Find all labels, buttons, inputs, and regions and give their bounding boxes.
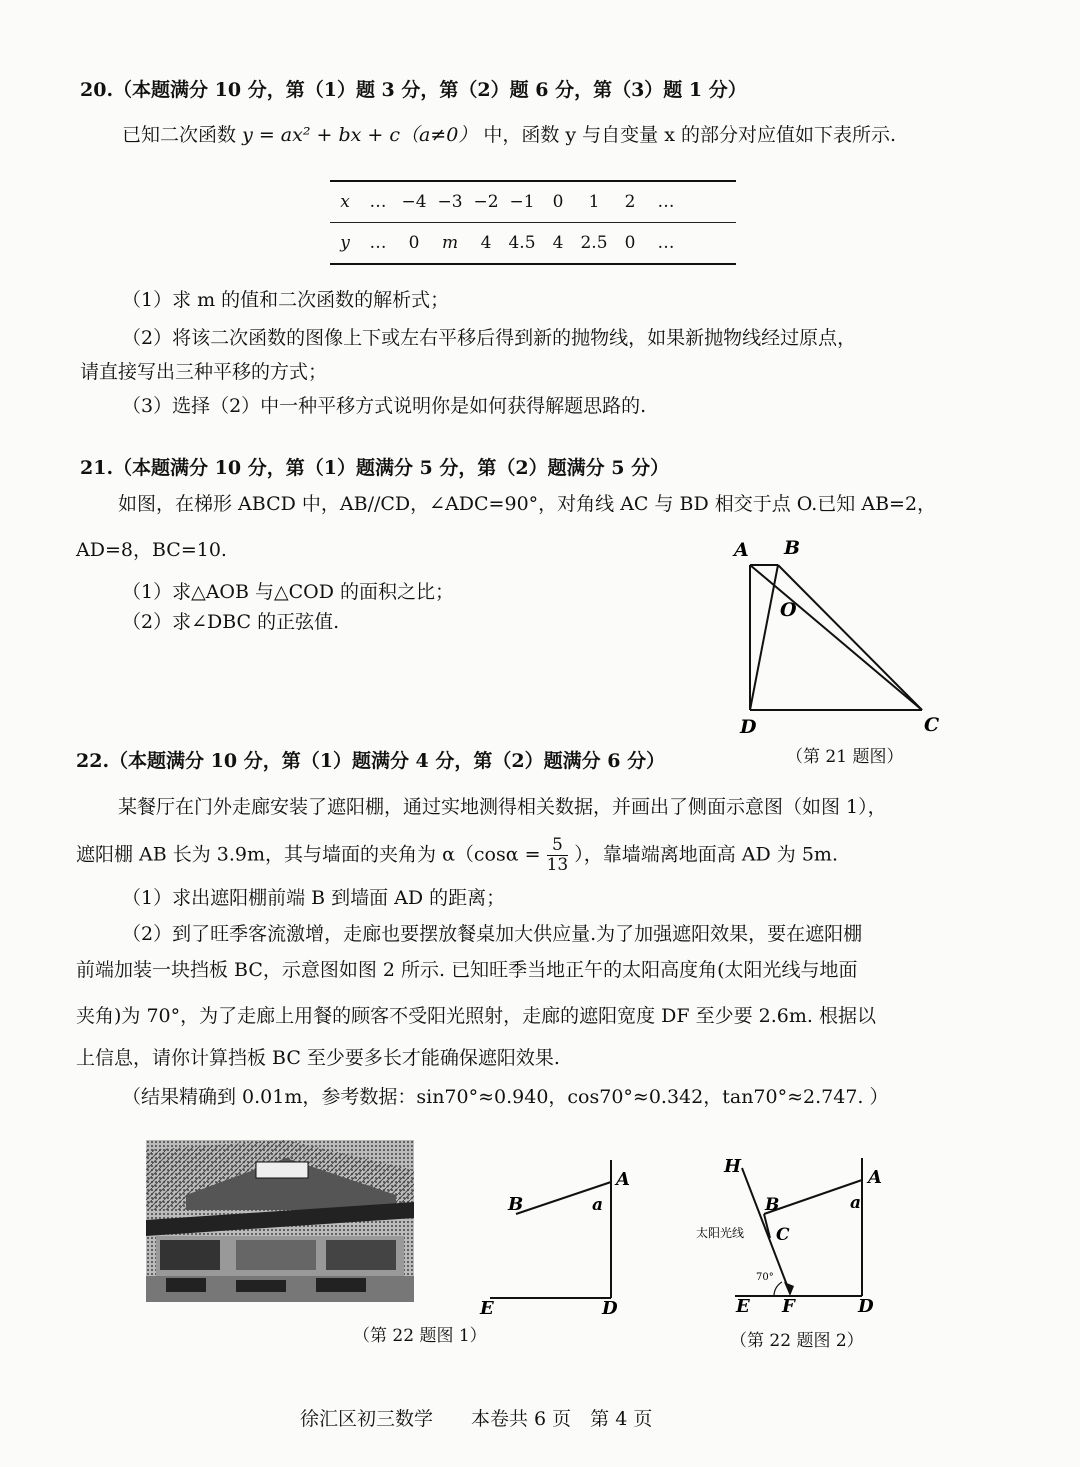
label-a: A bbox=[734, 539, 749, 561]
sun-ray-arrowhead bbox=[784, 1282, 794, 1296]
table-cell: 0 bbox=[624, 233, 636, 253]
fig2-label-c: C bbox=[776, 1225, 790, 1245]
table-y-label: y bbox=[340, 233, 350, 253]
label-d: D bbox=[740, 716, 757, 738]
q20-intro-1: 已知二次函数 bbox=[122, 124, 237, 146]
fig2-label-f: F bbox=[782, 1296, 795, 1317]
label-b: B bbox=[784, 537, 801, 559]
q22-part2-line1: （2）到了旺季客流激增，走廊也要摆放餐桌加大供应量.为了加强遮阳效果，要在遮阳棚 bbox=[122, 923, 863, 945]
label-c: C bbox=[924, 714, 940, 736]
fig2-label-d: D bbox=[858, 1296, 874, 1317]
table-cell: 4 bbox=[480, 233, 492, 253]
q22-part1: （1）求出遮阳棚前端 B 到墙面 AD 的距离； bbox=[122, 887, 506, 909]
q21-header: 21.（本题满分 10 分，第（1）题满分 5 分，第（2）题满分 5 分） bbox=[80, 457, 670, 479]
fig2-label-e: E bbox=[736, 1296, 750, 1317]
table-cell: −2 bbox=[473, 192, 499, 212]
table-cell: −4 bbox=[401, 192, 427, 212]
q20-intro-2: 中，函数 y 与自变量 x 的部分对应值如下表所示. bbox=[483, 124, 897, 146]
q22-header: 22.（本题满分 10 分，第（1）题满分 4 分，第（2）题满分 6 分） bbox=[76, 750, 666, 772]
q22-line2 bbox=[76, 836, 838, 875]
q21-figure bbox=[720, 530, 960, 770]
fig1-label-b: B bbox=[508, 1194, 524, 1215]
fig2-label-a: A bbox=[868, 1167, 882, 1188]
edge-bc bbox=[778, 565, 922, 710]
q22-line2-b: ），靠墙端离地面高 AD 为 5m. bbox=[574, 843, 838, 866]
q21-part2: （2）求∠DBC 的正弦值. bbox=[122, 611, 340, 633]
q21-caption: （第 21 题图） bbox=[786, 747, 904, 767]
q22-fig1-caption: （第 22 题图 1） bbox=[353, 1326, 487, 1346]
q20-part1: （1）求 m 的值和二次函数的解析式； bbox=[122, 289, 450, 311]
fig1-label-a: A bbox=[616, 1169, 630, 1190]
fig2-label-b: B bbox=[765, 1195, 780, 1215]
q21-line2: AD=8，BC=10. bbox=[76, 539, 227, 561]
restaurant-photo bbox=[146, 1140, 414, 1302]
q22-figure-1 bbox=[470, 1150, 640, 1320]
q20-part2-line2: 请直接写出三种平移的方式； bbox=[80, 361, 328, 383]
q22-part2-line2: 前端加装一块挡板 BC，示意图如图 2 所示. 已知旺季当地正午的太阳高度角(太阳光线与地面 bbox=[76, 959, 858, 981]
table-cell: 2.5 bbox=[580, 233, 608, 253]
page-footer: 徐汇区初三数学 本卷共 6 页 第 4 页 bbox=[300, 1408, 653, 1430]
q20-part2-line1: （2）将该二次函数的图像上下或左右平移后得到新的抛物线，如果新抛物线经过原点， bbox=[122, 327, 857, 349]
diagonal-bd bbox=[750, 565, 778, 710]
fraction-denominator: 13 bbox=[546, 855, 569, 875]
table-x-label: x bbox=[340, 192, 350, 212]
table-cell: … bbox=[369, 233, 387, 253]
table-cell: 0 bbox=[408, 233, 420, 253]
q22-part2-line3: 夹角)为 70°，为了走廊上用餐的顾客不受阳光照射，走廊的遮阳宽度 DF 至少要 2.6m. 根据以 bbox=[76, 1005, 876, 1027]
table-cell: m bbox=[441, 233, 459, 253]
angle-arc bbox=[774, 1282, 782, 1296]
sun-ray-label: 太阳光线 bbox=[696, 1226, 745, 1240]
table-cell: 2 bbox=[624, 192, 636, 212]
table-cell: … bbox=[657, 192, 675, 212]
table-cell: … bbox=[657, 233, 675, 253]
fig1-label-alpha: a bbox=[592, 1195, 604, 1215]
fig2-label-h: H bbox=[724, 1156, 742, 1177]
table-cell: −3 bbox=[437, 192, 463, 212]
label-o: O bbox=[780, 599, 797, 621]
table-row-y bbox=[330, 222, 736, 263]
table-cell: 0 bbox=[552, 192, 564, 212]
table-cell: −1 bbox=[509, 192, 535, 212]
q20-header: 20.（本题满分 10 分，第（1）题 3 分，第（2）题 6 分，第（3）题 1 分） bbox=[80, 79, 747, 101]
q22-line2-a: 遮阳棚 AB 长为 3.9m，其与墙面的夹角为 α（cosα = bbox=[76, 843, 541, 866]
table-cell: 4.5 bbox=[508, 233, 536, 253]
fig1-label-d: D bbox=[602, 1298, 618, 1319]
q20-formula: y = ax² + bx + c（a≠0） bbox=[242, 124, 478, 146]
q22-line1: 某餐厅在门外走廊安装了遮阳棚，通过实地测得相关数据，并画出了侧面示意图（如图 1）， bbox=[118, 796, 887, 818]
q22-figure-2 bbox=[690, 1148, 910, 1320]
q22-fig2-caption: （第 22 题图 2） bbox=[730, 1331, 864, 1351]
q22-note: （结果精确到 0.01m，参考数据：sin70°≈0.940，cos70°≈0.342，tan70°≈2.747. ） bbox=[122, 1086, 889, 1108]
fraction-numerator: 5 bbox=[547, 836, 569, 856]
diagonal-ac bbox=[750, 565, 922, 710]
fig1-label-e: E bbox=[480, 1298, 494, 1319]
q21-line1: 如图，在梯形 ABCD 中，AB//CD，∠ADC=90°，对角线 AC 与 BD 相交于点 O.已知 AB=2， bbox=[118, 493, 937, 515]
q20-part3: （3）选择（2）中一种平移方式说明你是如何获得解题思路的. bbox=[122, 395, 647, 417]
q21-part1: （1）求△AOB 与△COD 的面积之比； bbox=[122, 581, 454, 603]
q20-intro bbox=[122, 121, 896, 149]
table-row-x bbox=[330, 182, 736, 222]
q22-part2-line4: 上信息，请你计算挡板 BC 至少要多长才能确保遮阳效果. bbox=[76, 1047, 560, 1069]
table-cell: 1 bbox=[588, 192, 600, 212]
angle-label: 70° bbox=[756, 1272, 774, 1283]
fig2-label-alpha: a bbox=[850, 1193, 862, 1213]
table-cell: … bbox=[369, 192, 387, 212]
table-cell: 4 bbox=[552, 233, 564, 253]
value-table bbox=[330, 180, 736, 265]
cos-fraction bbox=[547, 836, 569, 875]
